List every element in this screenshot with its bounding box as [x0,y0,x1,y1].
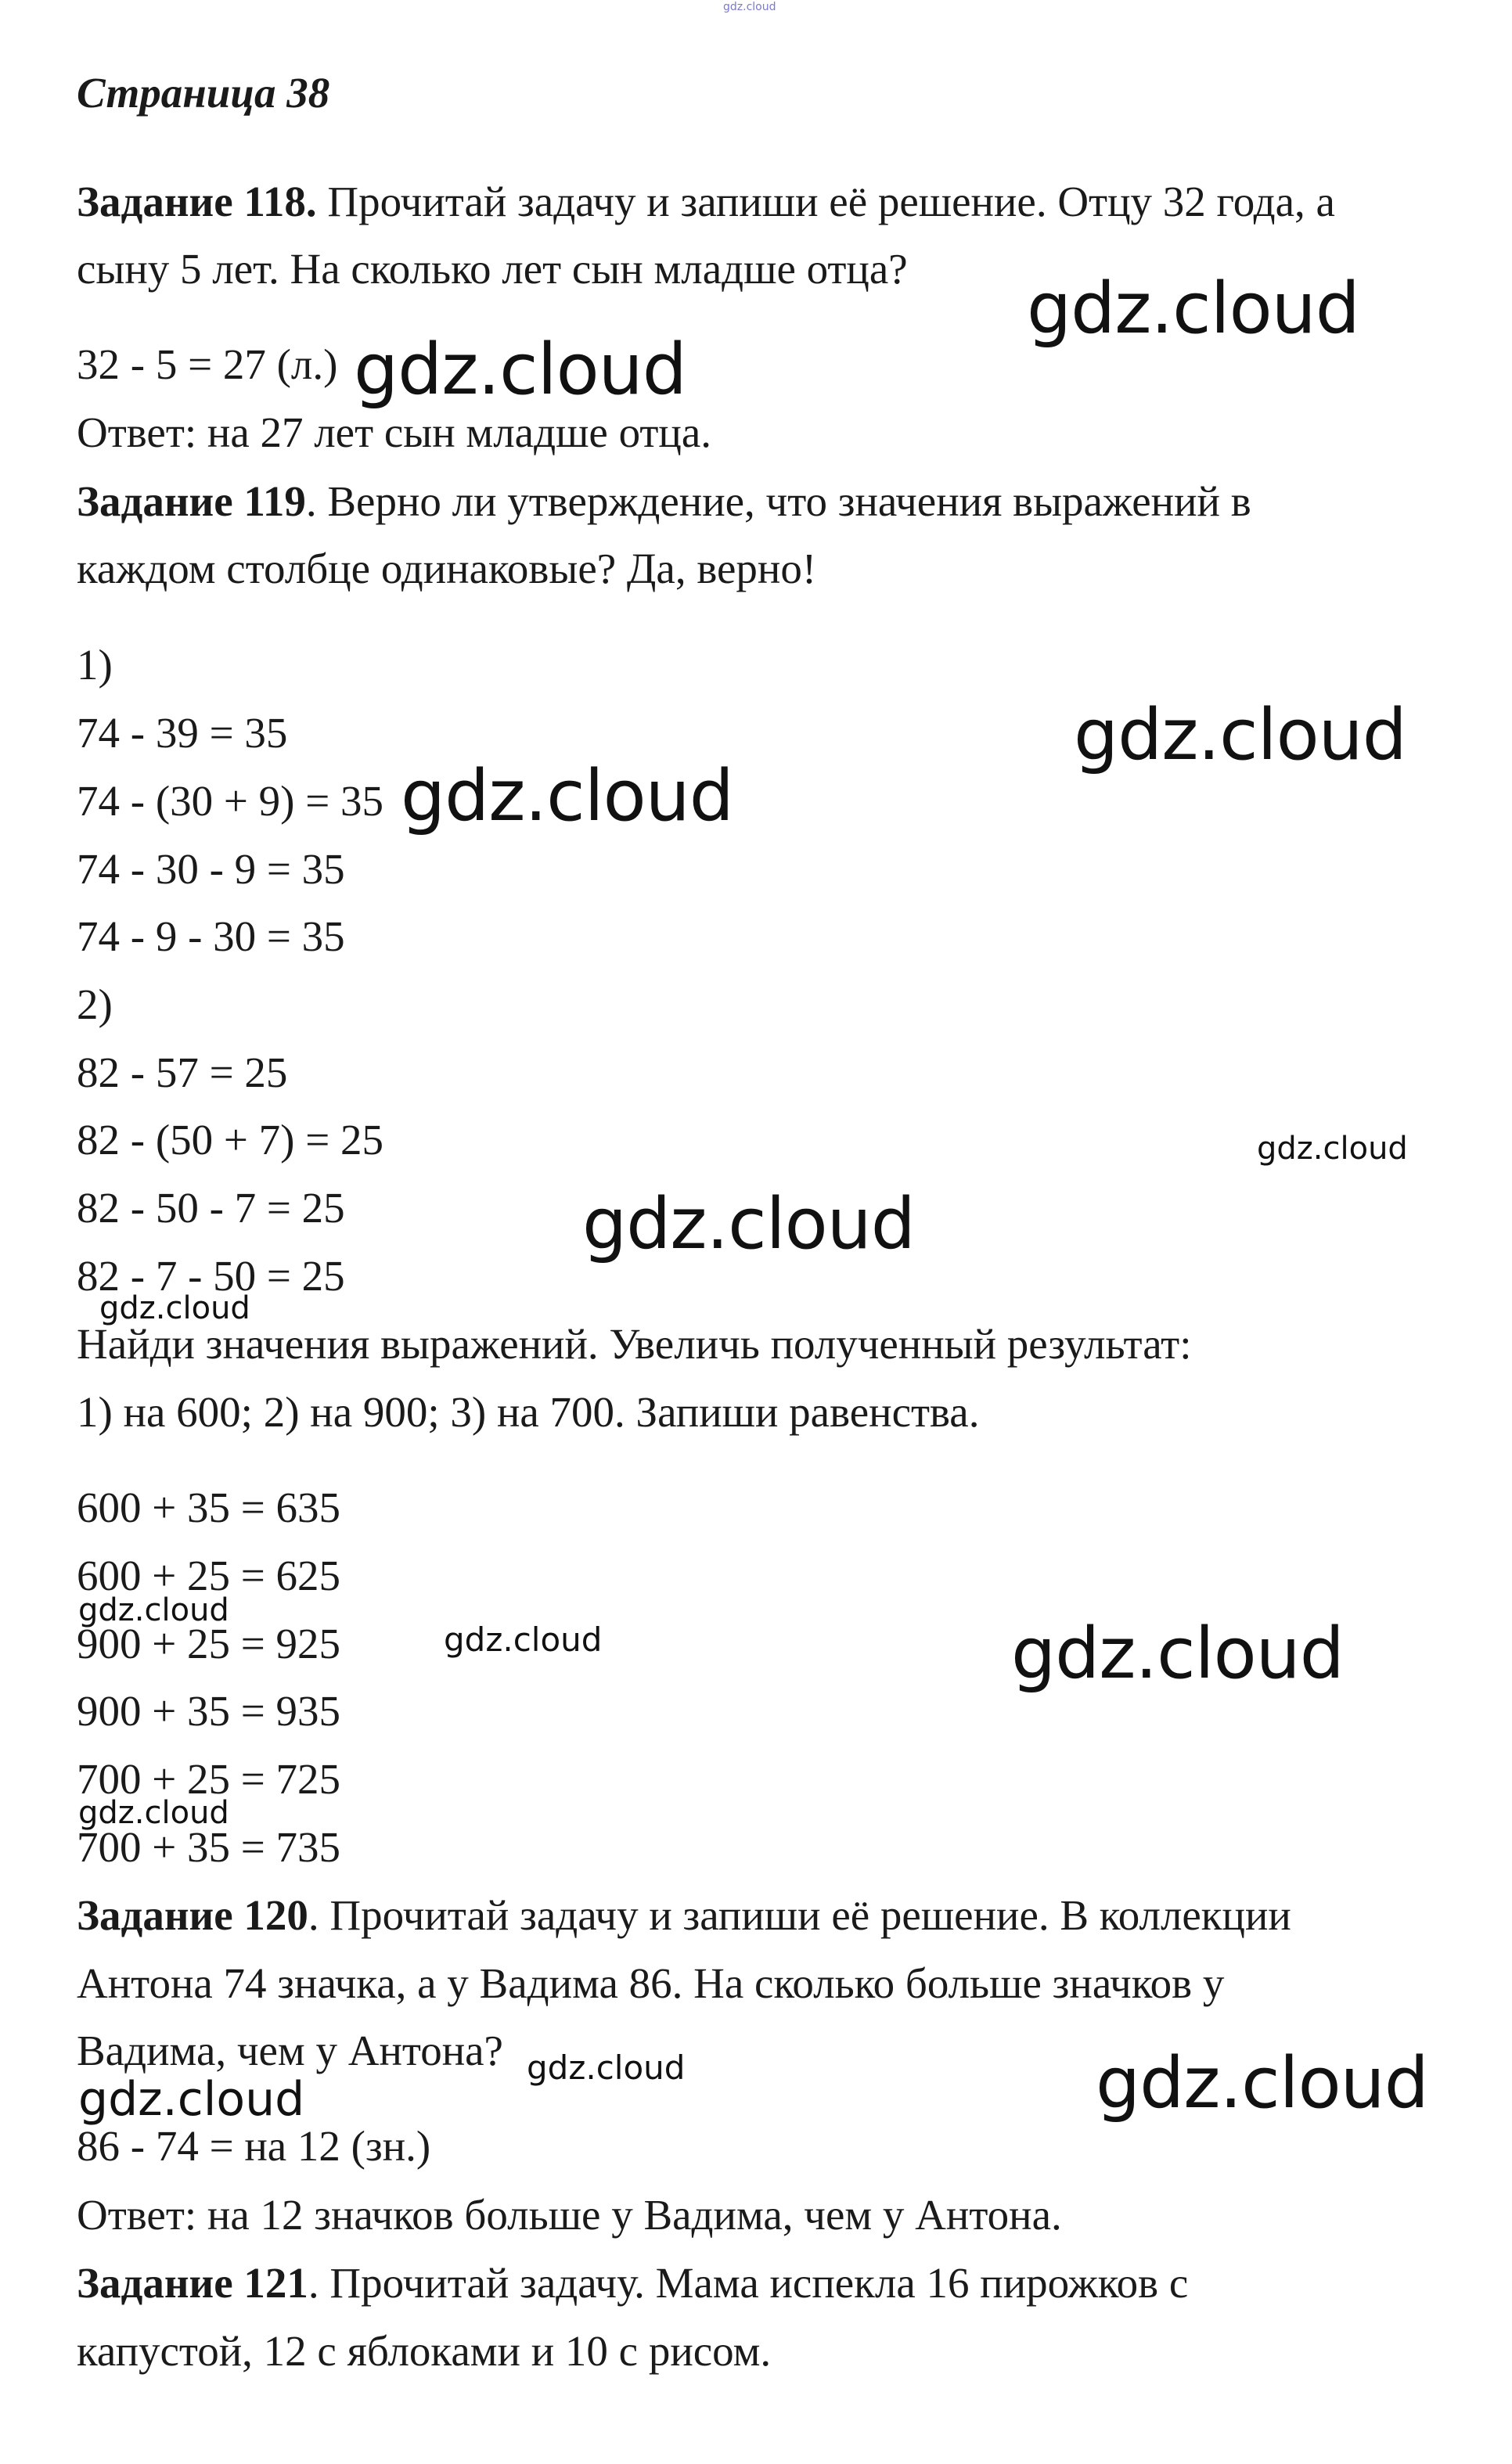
task121-line1 [77,2256,1188,2311]
task120-line2: Антона 74 значка, а у Вадима 86. На сколько больше значков у [77,1959,1225,2007]
task121-line2: капустой, 12 с яблоками и 10 с рисом. [77,2327,772,2375]
task118-line1 [77,174,1335,229]
watermark-top: gdz.cloud [723,1,776,13]
col1-row: 74 - 9 - 30 = 35 [77,912,345,960]
task118-line2: сыну 5 лет. На сколько лет сын младше отца? [77,245,908,293]
task119-line2: каждом столбце одинаковые? Да, верно! [77,545,817,592]
watermark: gdz.cloud [527,2049,686,2087]
task120-line1 [77,1888,1291,1943]
col2-row: 82 - 57 = 25 [77,1049,288,1096]
col2-label: 2) [77,980,113,1028]
task119-label: Задание 119 [77,477,306,525]
watermark: gdz.cloud [354,329,686,411]
task119-line1 [77,474,1251,529]
task118-label: Задание 118. [77,178,317,225]
watermark: gdz.cloud [1027,268,1359,350]
task121-text1: . Прочитай задачу. Мама испекла 16 пирожков с [308,2259,1189,2307]
task120-label: Задание 120 [77,1891,308,1939]
col1-row: 74 - 30 - 9 = 35 [77,845,345,893]
extra-row: 900 + 35 = 935 [77,1687,341,1735]
watermark: gdz.cloud [78,2072,305,2127]
watermark: gdz.cloud [444,1620,603,1659]
col1-label: 1) [77,641,113,689]
col2-row: 82 - (50 + 7) = 25 [77,1116,383,1164]
task121-label: Задание 121 [77,2259,308,2307]
extra-row: 700 + 25 = 725 [77,1755,341,1803]
watermark: gdz.cloud [78,1592,229,1628]
task120-text1: . Прочитай задачу и запиши её решение. В коллекции [308,1891,1291,1939]
col1-row: 74 - (30 + 9) = 35 [77,777,383,825]
task118-answer: Ответ: на 27 лет сын младше отца. [77,408,711,456]
task118-solution: 32 - 5 = 27 (л.) [77,340,338,388]
task118-text1: Прочитай задачу и запиши её решение. Отцу 32 года, а [316,178,1335,225]
watermark: gdz.cloud [99,1290,250,1326]
col1-row: 74 - 39 = 35 [77,709,288,757]
page-title: Страница 38 [77,69,330,117]
watermark: gdz.cloud [1257,1131,1408,1167]
watermark: gdz.cloud [1011,1613,1344,1695]
watermark: gdz.cloud [78,1795,229,1831]
extra-row: 900 + 25 = 925 [77,1620,341,1667]
extra-row: 600 + 25 = 625 [77,1552,341,1599]
task120-solution: 86 - 74 = на 12 (зн.) [77,2122,431,2170]
extra-line1: Найди значения выражений. Увеличь полученный результат: [77,1320,1192,1368]
col2-row: 82 - 7 - 50 = 25 [77,1252,345,1300]
watermark: gdz.cloud [1096,2042,1428,2124]
watermark: gdz.cloud [582,1183,915,1265]
watermark: gdz.cloud [1074,694,1406,776]
watermark: gdz.cloud [401,755,733,837]
col2-row: 82 - 50 - 7 = 25 [77,1184,345,1232]
task120-answer: Ответ: на 12 значков больше у Вадима, чем у Антона. [77,2191,1062,2239]
task120-line3: Вадима, чем у Антона? [77,2027,503,2074]
extra-line2: 1) на 600; 2) на 900; 3) на 700. Запиши равенства. [77,1388,980,1436]
extra-row: 600 + 35 = 635 [77,1484,341,1531]
extra-row: 700 + 35 = 735 [77,1823,341,1871]
task119-text1: . Верно ли утверждение, что значения выражений в [305,477,1251,525]
